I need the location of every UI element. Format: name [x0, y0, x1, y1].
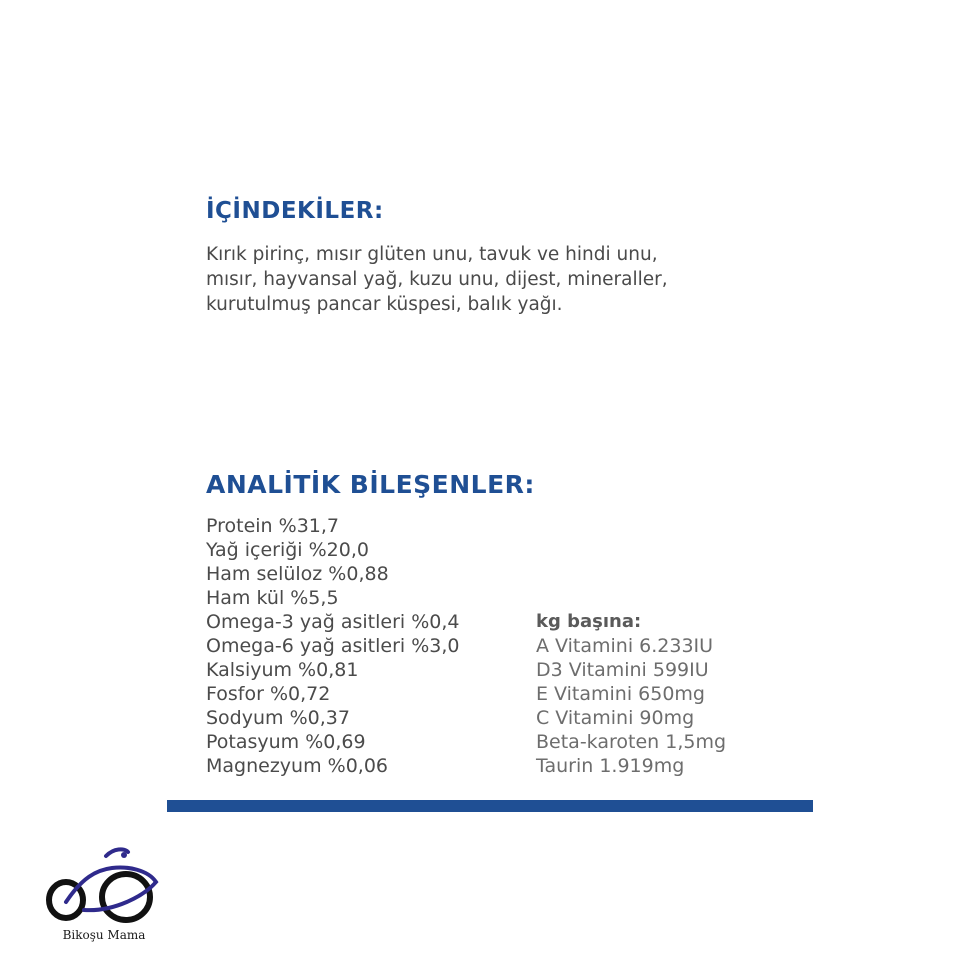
- component-item: Ham selüloz %0,88: [206, 563, 389, 585]
- vitamin-item: E Vitamini 650mg: [536, 683, 705, 705]
- component-item: Omega-6 yağ asitleri %3,0: [206, 635, 460, 657]
- ingredients-text: [206, 242, 776, 317]
- brand-logo: [44, 844, 174, 949]
- vitamin-item: Beta-karoten 1,5mg: [536, 731, 727, 753]
- per-kg-list: [536, 634, 726, 778]
- per-kg-block: [536, 610, 726, 778]
- component-item: Potasyum %0,69: [206, 731, 366, 753]
- component-item: Magnezyum %0,06: [206, 755, 388, 777]
- logo-caption: Bikoşu Mama: [62, 928, 146, 942]
- bicycle-logo-icon: [44, 844, 164, 928]
- component-item: Protein %31,7: [206, 515, 339, 537]
- component-item: Ham kül %5,5: [206, 587, 339, 609]
- component-item: Sodyum %0,37: [206, 707, 350, 729]
- bottom-divider: [167, 800, 813, 812]
- ingredients-title: İÇİNDEKİLER:: [206, 198, 384, 224]
- component-item: Omega-3 yağ asitleri %0,4: [206, 611, 460, 633]
- component-item: Fosfor %0,72: [206, 683, 331, 705]
- vitamin-item: C Vitamini 90mg: [536, 707, 695, 729]
- component-item: Kalsiyum %0,81: [206, 659, 359, 681]
- ingredients-line: mısır, hayvansal yağ, kuzu unu, dijest, mineraller,: [206, 269, 668, 290]
- analytic-components-title: ANALİTİK BİLEŞENLER:: [206, 470, 535, 499]
- ingredients-line: Kırık pirinç, mısır glüten unu, tavuk ve hindi unu,: [206, 244, 658, 265]
- ingredients-line: kurutulmuş pancar küspesi, balık yağı.: [206, 294, 563, 315]
- vitamin-item: Taurin 1.919mg: [536, 755, 685, 777]
- component-item: Yağ içeriği %20,0: [206, 539, 369, 561]
- vitamin-item: A Vitamini 6.233IU: [536, 635, 714, 657]
- analytic-components-list: [206, 514, 459, 778]
- vitamin-item: D3 Vitamini 599IU: [536, 659, 709, 681]
- per-kg-heading: kg başına:: [536, 611, 642, 632]
